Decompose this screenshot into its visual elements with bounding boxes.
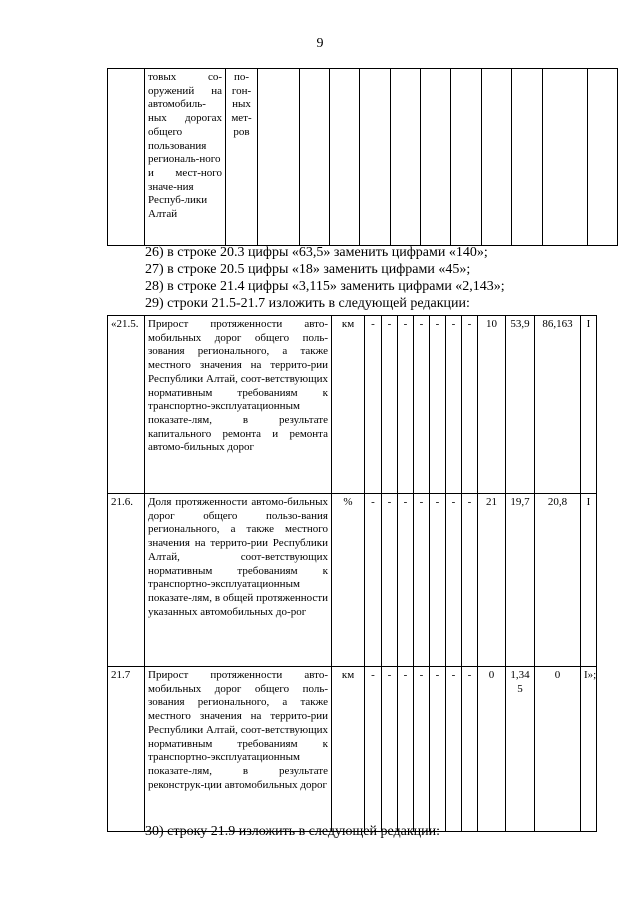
value-cell: - [430,316,446,494]
instruction-30: 30) строку 21.9 изложить в следующей редакции: [145,824,441,839]
value-cell: - [430,667,446,832]
table-row [108,316,597,494]
object-name-cell: товых со-оружений на автомобиль-ных дорогах общего пользования региональ-ного и мест-ного значе-ния Респуб-лики Алтай [145,69,226,246]
instruction-26: 26) в строке 20.3 цифры «63,5» заменить цифрами «140»; [145,245,488,260]
value-cell: - [446,494,462,667]
value-cell: 0 [535,667,581,832]
table-row [108,667,597,832]
unit-cell: по-гон-ных мет-ров [226,69,258,246]
value-cell: - [462,667,478,832]
value-cell: 0 [478,667,506,832]
value-cell: - [382,316,398,494]
value-cell: 1,34 5 [506,667,535,832]
value-cell: - [365,494,382,667]
indicator-name: Прирост протяженности авто-мобильных дорог общего поль-зования регионального, а также местного значения на террито-рии Республики Алтай, соот-ветствующих нормативным требованиям к транспортно-эксплуатационным показате-лям, в результате капитального ремонта и ремонта автомо-бильных дорог [145,316,332,494]
instruction-29: 29) строки 21.5-21.7 изложить в следующей редакции: [145,296,470,311]
value-cell: I [581,494,597,667]
value-cell: 20,8 [535,494,581,667]
value-cell: 10 [478,316,506,494]
row-number: 21.6. [108,494,145,667]
row-number: 21.7 [108,667,145,832]
value-cell: - [462,494,478,667]
unit-cell: км [332,316,365,494]
value-cell: - [414,316,430,494]
value-cell: - [365,667,382,832]
value-cell: 19,7 [506,494,535,667]
top-table-continuation [107,68,618,246]
value-cell: 86,163 [535,316,581,494]
value-cell: 53,9 [506,316,535,494]
unit-cell: % [332,494,365,667]
value-cell: - [430,494,446,667]
value-cell: - [365,316,382,494]
unit-cell: км [332,667,365,832]
value-cell: - [462,316,478,494]
page-number: 9 [316,36,324,51]
value-cell: I [581,316,597,494]
table-row [108,69,618,246]
indicators-table [107,315,597,832]
value-cell: - [398,667,414,832]
table-row [108,494,597,667]
row-number: «21.5. [108,316,145,494]
value-cell: - [446,667,462,832]
value-cell: - [398,316,414,494]
value-cell: - [382,667,398,832]
value-cell: - [382,494,398,667]
instruction-28: 28) в строке 21.4 цифры «3,115» заменить цифрами «2,143»; [145,279,505,294]
value-cell: - [414,667,430,832]
value-cell: - [446,316,462,494]
indicator-name: Доля протяженности автомо-бильных дорог общего пользо-вания регионального, а также местного значения на террито-рии Республики Алтай, соот-ветствующих нормативным требованиям к транспортно-эксплуатационным показате-лям, в общей протяженности указанных автомобильных до-рог [145,494,332,667]
instruction-27: 27) в строке 20.5 цифры «18» заменить цифрами «45»; [145,262,471,277]
indicator-name: Прирост протяженности авто-мобильных дорог общего поль-зования регионального, а также местного значения на террито-рии Республики Алтай, соот-ветствующих нормативным требованиям к транспортно-эксплуатационным показате-лям, в результате реконструк-ции автомобильных дорог [145,667,332,832]
value-cell: - [398,494,414,667]
value-cell: - [414,494,430,667]
value-cell: I»; [581,667,597,832]
value-cell: 21 [478,494,506,667]
